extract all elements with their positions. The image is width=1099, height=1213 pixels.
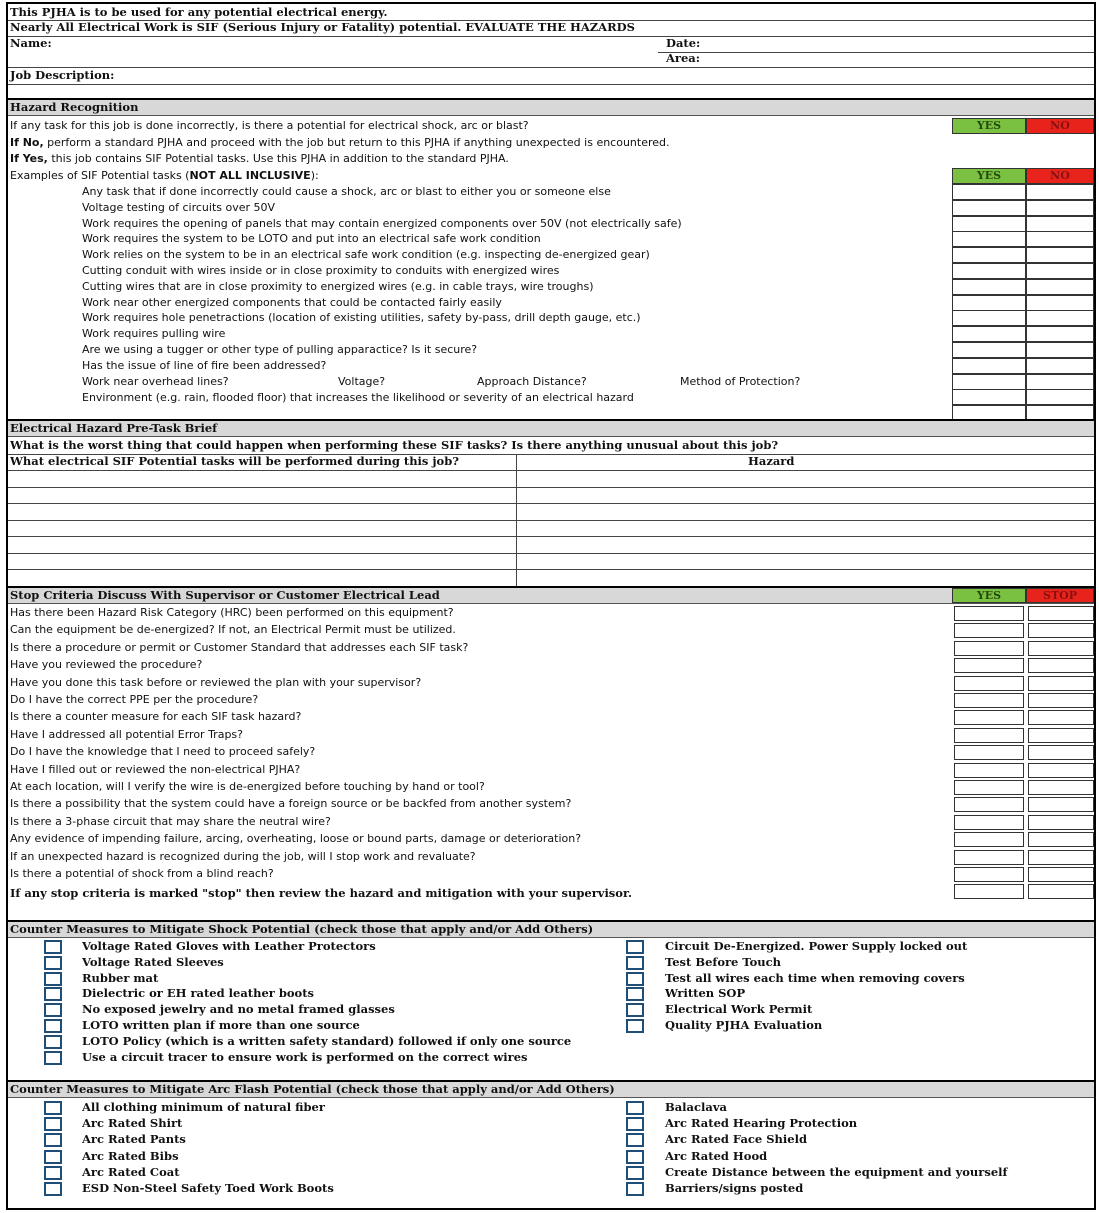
hazard-yes-checkbox[interactable] bbox=[952, 263, 1026, 279]
brief-question: What is the worst thing that could happen when performing these SIF tasks? Is there anything unusual about this job? bbox=[10, 438, 779, 452]
shock-item-label: Electrical Work Permit bbox=[665, 1002, 813, 1017]
stop-item: Do I have the knowledge that I need to proceed safely? bbox=[10, 745, 316, 759]
stop-yes-checkbox[interactable] bbox=[954, 606, 1024, 621]
stop-item: Is there a potential of shock from a blind reach? bbox=[10, 867, 274, 880]
hazard-yes-checkbox[interactable] bbox=[952, 295, 1026, 311]
arc-checkbox[interactable] bbox=[44, 1150, 62, 1164]
environment-text: Environment (e.g. rain, flooded floor) that increases the likelihood or severity of an electrical hazard bbox=[82, 391, 634, 404]
hazard-yes-checkbox[interactable] bbox=[952, 231, 1026, 247]
hazard-yes-checkbox[interactable] bbox=[952, 279, 1026, 295]
hazard-no-checkbox[interactable] bbox=[1026, 310, 1094, 326]
hazard-yes-checkbox[interactable] bbox=[952, 200, 1026, 216]
stop-yes-checkbox[interactable] bbox=[954, 884, 1024, 899]
hazard-no-checkbox[interactable] bbox=[1026, 326, 1094, 342]
shock-item-label: Circuit De-Energized. Power Supply locked out bbox=[665, 939, 968, 953]
overhead-lines-text: Work near overhead lines? bbox=[82, 375, 229, 388]
shock-item-label: Written SOP bbox=[665, 986, 746, 1001]
arc-checkbox[interactable] bbox=[44, 1166, 62, 1180]
stop-yes-checkbox[interactable] bbox=[954, 763, 1024, 778]
shock-checkbox[interactable] bbox=[44, 1003, 62, 1017]
hazard-yes-checkbox[interactable] bbox=[952, 184, 1026, 200]
brief-hazard-field[interactable] bbox=[517, 488, 1094, 503]
hazard-yes-checkbox[interactable] bbox=[952, 326, 1026, 342]
date-label: Date: bbox=[666, 36, 701, 50]
hazard-item: Are we using a tugger or other type of pulling apparactice? Is it secure? bbox=[82, 343, 478, 356]
stop-yes-checkbox[interactable] bbox=[954, 693, 1024, 708]
hazard-no-checkbox[interactable] bbox=[1026, 295, 1094, 311]
arc-checkbox[interactable] bbox=[44, 1101, 62, 1115]
hazard-no-checkbox[interactable] bbox=[1026, 358, 1094, 374]
stop-item: Any evidence of impending failure, arcing, overheating, loose or bound parts, damage or deterioration? bbox=[10, 832, 582, 846]
brief-hazard-field[interactable] bbox=[517, 570, 1094, 585]
hazard-item: Voltage testing of circuits over 50V bbox=[82, 200, 276, 214]
arc-item-label: Arc Rated Coat bbox=[82, 1164, 180, 1179]
shock-title: Counter Measures to Mitigate Shock Potential (check those that apply and/or Add Others) bbox=[10, 922, 594, 936]
brief-task-field[interactable] bbox=[8, 471, 515, 486]
stop-stop-checkbox[interactable] bbox=[1028, 745, 1094, 760]
brief-hazard-field[interactable] bbox=[517, 537, 1094, 552]
hazard-yes-checkbox[interactable] bbox=[952, 216, 1026, 232]
voltage-text: Voltage? bbox=[338, 375, 386, 388]
brief-task-field[interactable] bbox=[8, 521, 515, 536]
hazard-no-checkbox[interactable] bbox=[1026, 231, 1094, 247]
shock-item-label: No exposed jewelry and no metal framed glasses bbox=[82, 1002, 395, 1017]
hazard-yes-checkbox[interactable] bbox=[952, 374, 1026, 390]
stop-stop-checkbox[interactable] bbox=[1028, 850, 1094, 865]
arc-checkbox[interactable] bbox=[626, 1150, 644, 1164]
shock-checkbox[interactable] bbox=[626, 956, 644, 970]
stop-stop-checkbox[interactable] bbox=[1028, 728, 1094, 743]
brief-hazard-field[interactable] bbox=[517, 554, 1094, 569]
stop-item: Have you reviewed the procedure? bbox=[10, 658, 203, 672]
brief-task-field[interactable] bbox=[8, 488, 515, 503]
shock-item-label: Use a circuit tracer to ensure work is performed on the correct wires bbox=[82, 1049, 528, 1064]
arc-checkbox[interactable] bbox=[44, 1182, 62, 1196]
stop-yes-checkbox[interactable] bbox=[954, 832, 1024, 847]
stop-stop-checkbox[interactable] bbox=[1028, 693, 1094, 708]
shock-checkbox[interactable] bbox=[44, 1051, 62, 1065]
stop-item: Have you done this task before or reviewed the plan with your supervisor? bbox=[10, 675, 422, 689]
arc-checkbox[interactable] bbox=[626, 1182, 644, 1196]
hazard-title: Hazard Recognition bbox=[10, 100, 139, 114]
hazard-item: Work requires the system to be LOTO and put into an electrical safe work condition bbox=[82, 232, 541, 246]
shock-item-label: Voltage Rated Gloves with Leather Protectors bbox=[82, 939, 376, 953]
hazard-item: Cutting wires that are in close proximity to energized wires (e.g. in cable trays, wire troughs) bbox=[82, 279, 594, 293]
stop-item: Has there been Hazard Risk Category (HRC) been performed on this equipment? bbox=[10, 606, 454, 619]
shock-checkbox[interactable] bbox=[626, 972, 644, 986]
hazard-no-checkbox[interactable] bbox=[1026, 263, 1094, 279]
shock-checkbox[interactable] bbox=[626, 987, 644, 1001]
stop-stop-checkbox[interactable] bbox=[1028, 641, 1094, 656]
hazard-no-checkbox[interactable] bbox=[1026, 200, 1094, 216]
stop-yes-checkbox[interactable] bbox=[954, 797, 1024, 812]
approach-distance-text: Approach Distance? bbox=[477, 375, 587, 388]
stop-item: Is there a 3-phase circuit that may share the neutral wire? bbox=[10, 814, 331, 828]
stop-yes-checkbox[interactable] bbox=[954, 780, 1024, 795]
brief-task-field[interactable] bbox=[8, 554, 515, 569]
shock-item-label: Rubber mat bbox=[82, 970, 159, 985]
hazard-item: Work requires hole penetractions (location of existing utilities, safety by-pass, drill depth gauge, etc.) bbox=[82, 311, 641, 325]
hazard-yes-checkbox[interactable] bbox=[952, 389, 1026, 405]
arc-item-label: Arc Rated Hood bbox=[665, 1148, 768, 1163]
hazard-no-checkbox[interactable] bbox=[1026, 389, 1094, 405]
stop-stop-checkbox[interactable] bbox=[1028, 623, 1094, 638]
stop-stop-checkbox[interactable] bbox=[1028, 780, 1094, 795]
hazard-no-checkbox[interactable] bbox=[1026, 184, 1094, 200]
hazard-yes-checkbox[interactable] bbox=[952, 310, 1026, 326]
stop-yes-checkbox[interactable] bbox=[954, 745, 1024, 760]
hazard-item: Cutting conduit with wires inside or in close proximity to conduits with energized wires bbox=[82, 264, 560, 277]
brief-section-header bbox=[8, 419, 1094, 437]
brief-task-field[interactable] bbox=[8, 504, 515, 519]
stop-item: Have I addressed all potential Error Traps? bbox=[10, 727, 243, 741]
hazard-item: Work requires the opening of panels that may contain energized components over 50V (not electrically safe) bbox=[82, 216, 682, 230]
stop-title: Stop Criteria Discuss With Supervisor or Customer Electrical Lead bbox=[10, 588, 440, 602]
stop-item: If an unexpected hazard is recognized during the job, will I stop work and revaluate? bbox=[10, 849, 476, 863]
shock-checkbox[interactable] bbox=[44, 940, 62, 954]
method-protection-text: Method of Protection? bbox=[680, 375, 801, 388]
stop-final-note: If any stop criteria is marked "stop" then review the hazard and mitigation with your supervisor. bbox=[10, 886, 632, 900]
hazard-yes-header: YES bbox=[952, 118, 1026, 134]
shock-section-header bbox=[8, 920, 1094, 938]
hazard-no-header: NO bbox=[1026, 118, 1094, 134]
brief-col-hazard: Hazard bbox=[748, 454, 795, 468]
stop-yes-checkbox[interactable] bbox=[954, 658, 1024, 673]
examples-yes-header: YES bbox=[952, 168, 1026, 184]
hazard-yes-checkbox[interactable] bbox=[952, 358, 1026, 374]
hazard-section-header bbox=[8, 98, 1094, 116]
hazard-item: Any task that if done incorrectly could cause a shock, arc or blast to either you or someone else bbox=[82, 185, 611, 198]
name-label: Name: bbox=[10, 36, 52, 50]
brief-hazard-field[interactable] bbox=[517, 521, 1094, 536]
hazard-no-checkbox[interactable] bbox=[1026, 216, 1094, 232]
stop-stop-checkbox[interactable] bbox=[1028, 832, 1094, 847]
area-label: Area: bbox=[666, 51, 700, 65]
stop-item: Is there a possibility that the system could have a foreign source or be backfed from another system? bbox=[10, 797, 572, 811]
stop-stop-checkbox[interactable] bbox=[1028, 710, 1094, 725]
arc-item-label: Barriers/signs posted bbox=[665, 1181, 804, 1195]
stop-item: Is there a counter measure for each SIF task hazard? bbox=[10, 710, 302, 724]
arc-checkbox[interactable] bbox=[44, 1117, 62, 1131]
brief-hazard-field[interactable] bbox=[517, 504, 1094, 519]
stop-yes-checkbox[interactable] bbox=[954, 641, 1024, 656]
hazard-item: Work relies on the system to be in an electrical safe work condition (e.g. inspecting de-energized gear) bbox=[82, 248, 650, 262]
brief-title: Electrical Hazard Pre-Task Brief bbox=[10, 421, 218, 435]
stop-yes-checkbox[interactable] bbox=[954, 728, 1024, 743]
stop-yes-checkbox[interactable] bbox=[954, 676, 1024, 691]
stop-item: Is there a procedure or permit or Customer Standard that addresses each SIF task? bbox=[10, 640, 469, 654]
if-yes-line: If Yes, this job contains SIF Potential tasks. Use this PJHA in addition to the standard PJHA. bbox=[10, 152, 509, 165]
hazard-no-checkbox[interactable] bbox=[1026, 279, 1094, 295]
stop-item: Do I have the correct PPE per the procedure? bbox=[10, 693, 259, 706]
stop-yes-header: YES bbox=[952, 588, 1026, 603]
pjha-form bbox=[6, 2, 1096, 1210]
shock-checkbox[interactable] bbox=[44, 972, 62, 986]
stop-item: Can the equipment be de-energized? If not, an Electrical Permit must be utilized. bbox=[10, 623, 456, 637]
brief-hazard-field[interactable] bbox=[517, 471, 1094, 486]
arc-item-label: Create Distance between the equipment and yourself bbox=[665, 1164, 1008, 1179]
examples-line: Examples of SIF Potential tasks (NOT ALL INCLUSIVE): bbox=[10, 169, 319, 182]
shock-checkbox[interactable] bbox=[44, 956, 62, 970]
arc-checkbox[interactable] bbox=[626, 1101, 644, 1115]
stop-yes-checkbox[interactable] bbox=[954, 815, 1024, 830]
arc-item-label: ESD Non-Steel Safety Toed Work Boots bbox=[82, 1181, 334, 1195]
arc-checkbox[interactable] bbox=[626, 1117, 644, 1131]
arc-item-label: Arc Rated Bibs bbox=[82, 1148, 179, 1163]
hazard-no-checkbox[interactable] bbox=[1026, 247, 1094, 263]
stop-stop-checkbox[interactable] bbox=[1028, 884, 1094, 899]
shock-checkbox[interactable] bbox=[626, 1003, 644, 1017]
hazard-no-checkbox[interactable] bbox=[1026, 342, 1094, 358]
if-no-line: If No, perform a standard PJHA and proceed with the job but return to this PJHA if anything unexpected is encountered. bbox=[10, 136, 670, 149]
arc-item-label: Arc Rated Face Shield bbox=[665, 1132, 808, 1147]
shock-checkbox[interactable] bbox=[44, 1019, 62, 1033]
shock-checkbox[interactable] bbox=[44, 1035, 62, 1049]
stop-stop-checkbox[interactable] bbox=[1028, 797, 1094, 812]
stop-stop-checkbox[interactable] bbox=[1028, 606, 1094, 621]
shock-item-label: LOTO Policy (which is a written safety standard) followed if only one source bbox=[82, 1033, 572, 1048]
shock-item-label: Test all wires each time when removing covers bbox=[665, 970, 965, 985]
shock-checkbox[interactable] bbox=[626, 940, 644, 954]
hazard-no-checkbox[interactable] bbox=[1026, 374, 1094, 390]
arc-item-label: Balaclava bbox=[665, 1100, 727, 1114]
stop-item: Have I filled out or reviewed the non-electrical PJHA? bbox=[10, 762, 301, 776]
arc-title: Counter Measures to Mitigate Arc Flash Potential (check those that apply and/or Add Others) bbox=[10, 1082, 615, 1096]
brief-col-tasks: What electrical SIF Potential tasks will be performed during this job? bbox=[10, 454, 460, 468]
arc-checkbox[interactable] bbox=[44, 1133, 62, 1147]
header-line-2: Nearly All Electrical Work is SIF (Serious Injury or Fatality) potential. EVALUATE THE HAZARDS bbox=[10, 20, 635, 34]
arc-checkbox[interactable] bbox=[626, 1133, 644, 1147]
hazard-yes-checkbox[interactable] bbox=[952, 342, 1026, 358]
shock-checkbox[interactable] bbox=[44, 987, 62, 1001]
arc-item-label: Arc Rated Pants bbox=[82, 1132, 186, 1147]
stop-yes-checkbox[interactable] bbox=[954, 850, 1024, 865]
stop-yes-checkbox[interactable] bbox=[954, 867, 1024, 882]
brief-task-field[interactable] bbox=[8, 537, 515, 552]
arc-section-header bbox=[8, 1080, 1094, 1098]
stop-stop-checkbox[interactable] bbox=[1028, 867, 1094, 882]
arc-checkbox[interactable] bbox=[626, 1166, 644, 1180]
stop-stop-checkbox[interactable] bbox=[1028, 658, 1094, 673]
hazard-question: If any task for this job is done incorrectly, is there a potential for electrical shock, arc or blast? bbox=[10, 119, 529, 132]
hazard-item: Has the issue of line of fire been addressed? bbox=[82, 358, 327, 372]
stop-stop-checkbox[interactable] bbox=[1028, 676, 1094, 691]
stop-stop-checkbox[interactable] bbox=[1028, 815, 1094, 830]
arc-item-label: Arc Rated Shirt bbox=[82, 1116, 183, 1131]
stop-stop-header: STOP bbox=[1026, 588, 1094, 603]
hazard-yes-checkbox[interactable] bbox=[952, 247, 1026, 263]
shock-item-label: Dielectric or EH rated leather boots bbox=[82, 986, 314, 1001]
brief-task-field[interactable] bbox=[8, 570, 515, 585]
stop-yes-checkbox[interactable] bbox=[954, 710, 1024, 725]
stop-stop-checkbox[interactable] bbox=[1028, 763, 1094, 778]
stop-yes-checkbox[interactable] bbox=[954, 623, 1024, 638]
job-description-label: Job Description: bbox=[10, 68, 115, 82]
arc-item-label: Arc Rated Hearing Protection bbox=[665, 1116, 858, 1131]
stop-item: At each location, will I verify the wire is de-energized before touching by hand or tool? bbox=[10, 780, 485, 793]
shock-item-label: LOTO written plan if more than one source bbox=[82, 1018, 360, 1032]
hazard-item: Work requires pulling wire bbox=[82, 327, 226, 341]
shock-item-label: Voltage Rated Sleeves bbox=[82, 954, 224, 969]
arc-item-label: All clothing minimum of natural fiber bbox=[82, 1100, 325, 1114]
examples-no-header: NO bbox=[1026, 168, 1094, 184]
shock-item-label: Test Before Touch bbox=[665, 954, 782, 969]
header-line-1: This PJHA is to be used for any potential electrical energy. bbox=[10, 5, 388, 19]
hazard-item: Work near other energized components that could be contacted fairly easily bbox=[82, 295, 502, 309]
shock-checkbox[interactable] bbox=[626, 1019, 644, 1033]
shock-item-label: Quality PJHA Evaluation bbox=[665, 1018, 823, 1032]
stop-section-header bbox=[8, 586, 1094, 604]
